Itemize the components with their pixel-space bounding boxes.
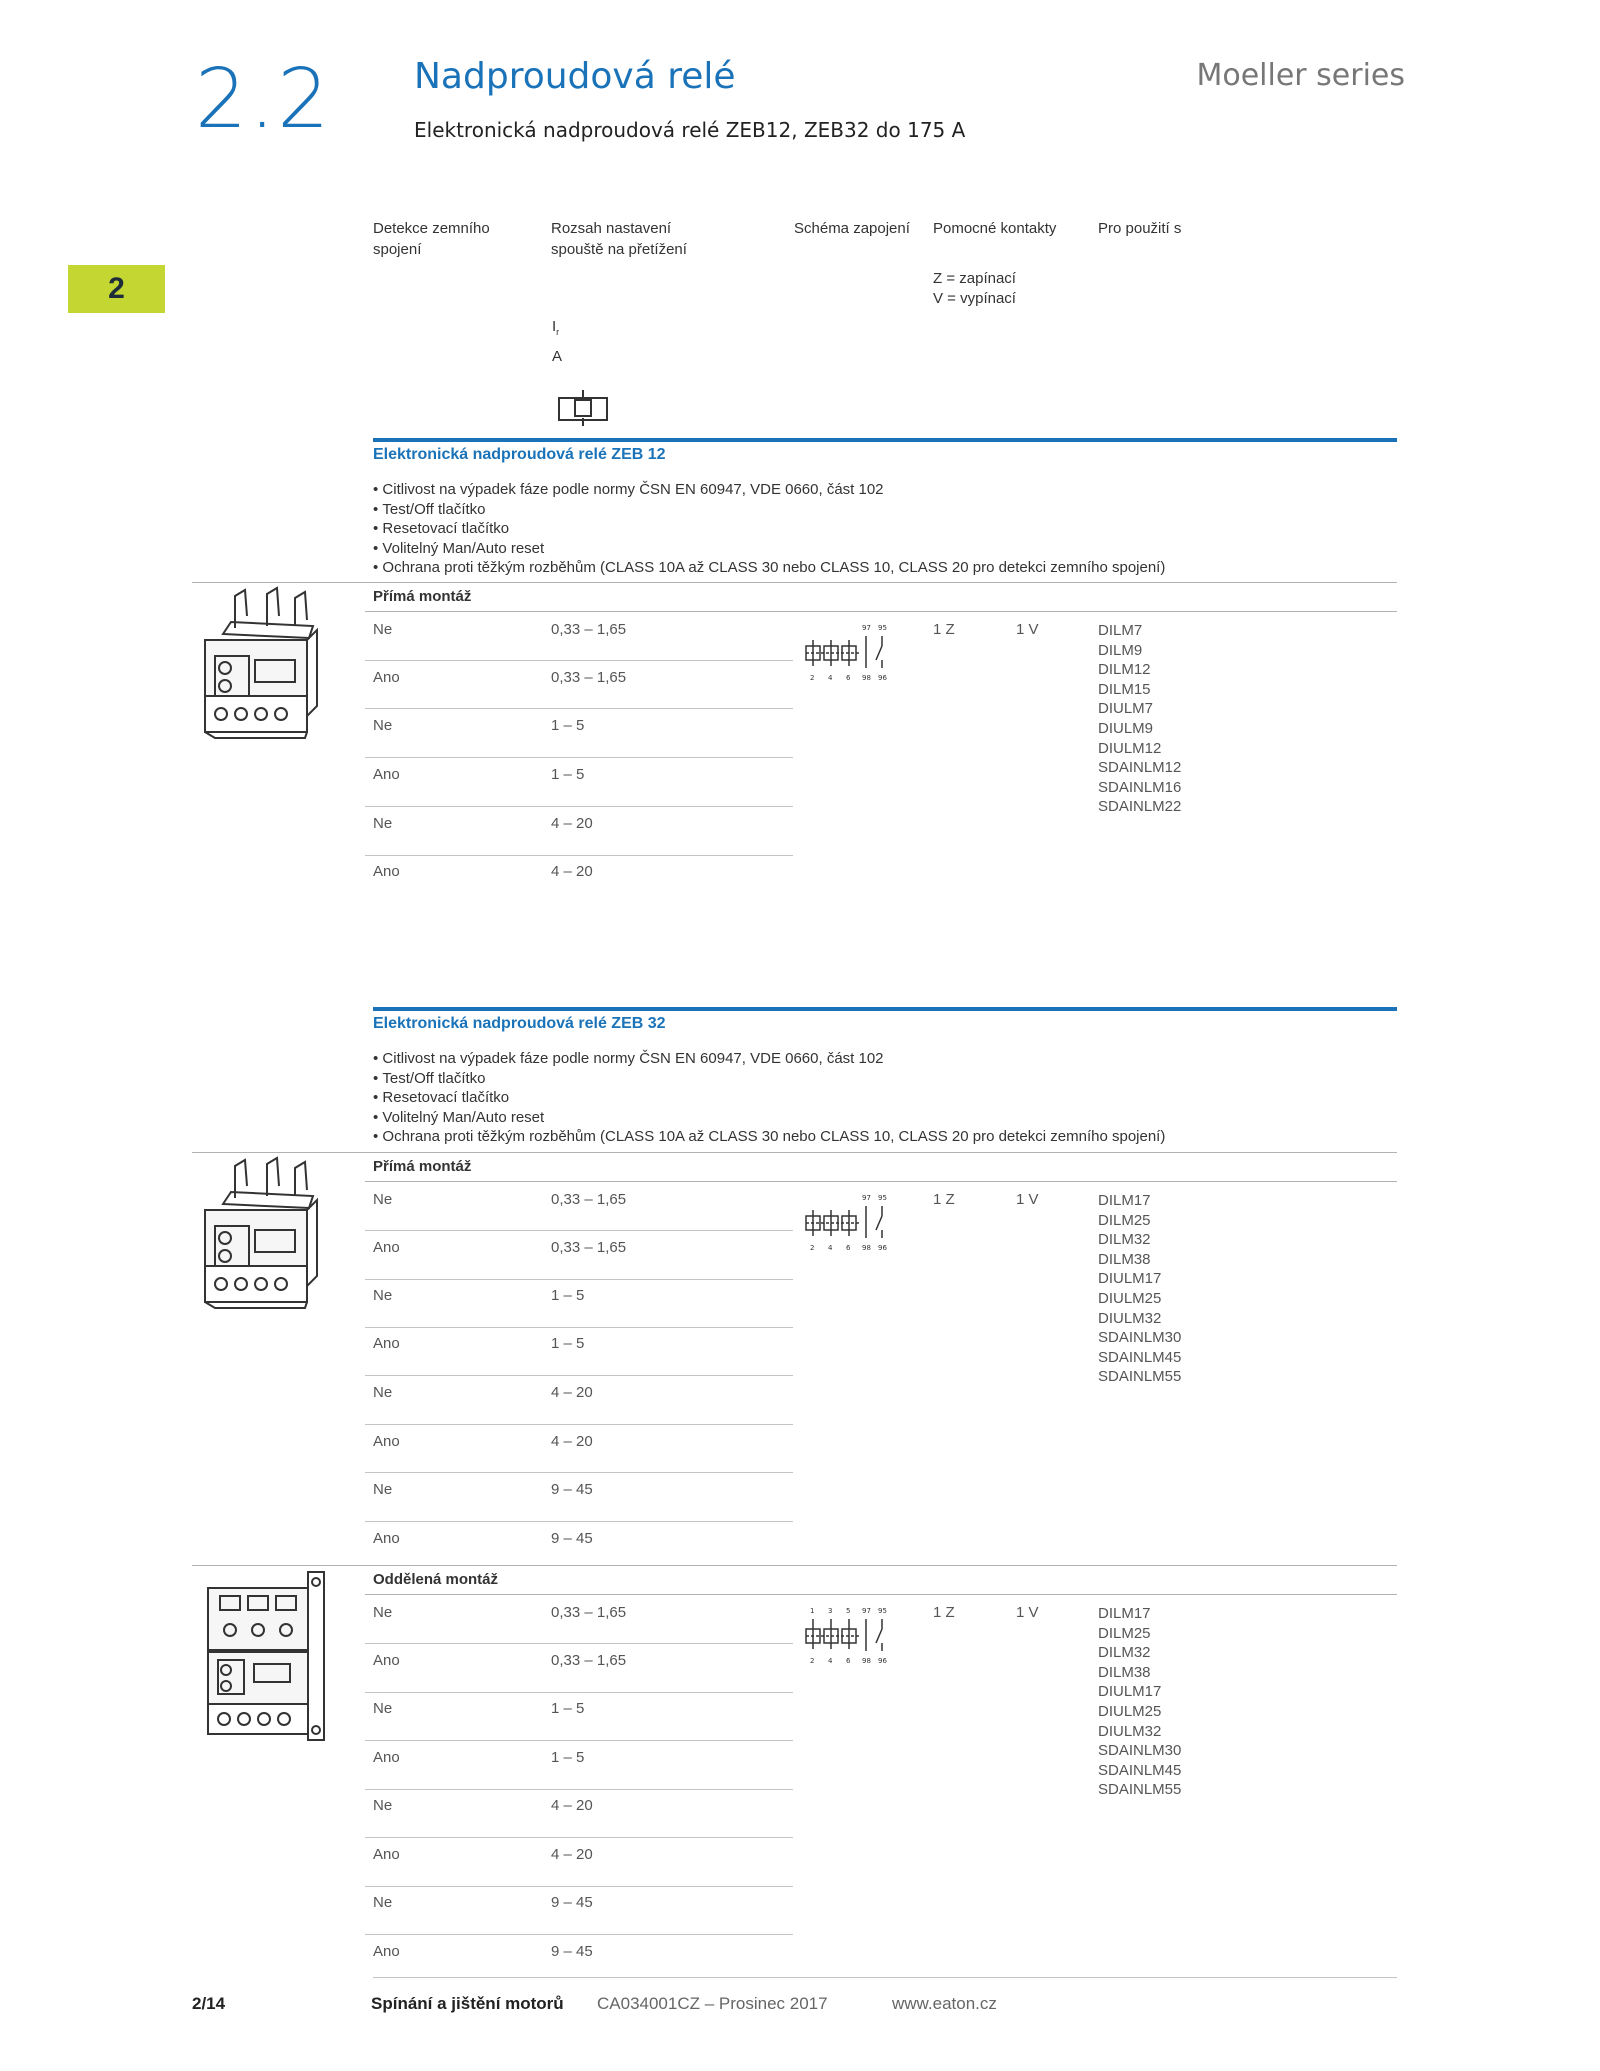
range-cell: 1 – 5 — [551, 717, 585, 734]
terminal-label: 96 — [878, 674, 887, 682]
current-symbol: $I_r$ — [552, 318, 560, 337]
terminal-label: 95 — [878, 1194, 887, 1202]
terminal-label: 96 — [878, 1244, 887, 1252]
earth-fault-cell: Ano — [373, 1239, 400, 1256]
feature-item: • Test/Off tlačítko — [373, 1069, 1165, 1089]
contactor-item: DILM7 — [1098, 622, 1143, 639]
row-separator — [365, 1521, 793, 1522]
wiring-schematic-separate — [804, 1605, 894, 1669]
range-cell: 1 – 5 — [551, 766, 585, 783]
earth-fault-cell: Ano — [373, 1335, 400, 1352]
range-cell: 1 – 5 — [551, 1749, 585, 1766]
feature-item: • Resetovací tlačítko — [373, 1088, 1165, 1108]
earth-fault-cell: Ano — [373, 1652, 400, 1669]
row-separator — [365, 708, 793, 709]
col-header-aux-contacts: Pomocné kontakty — [933, 220, 1057, 237]
footer-rule — [373, 1977, 1397, 1978]
row-separator — [365, 1230, 793, 1231]
col-header-earth-fault: Detekce zemního spojení — [373, 220, 490, 258]
use-with-list — [1098, 1191, 1181, 1387]
earth-fault-cell: Ano — [373, 1846, 400, 1863]
contactor-item: SDAINLM16 — [1098, 778, 1182, 796]
earth-fault-cell: Ne — [373, 621, 393, 638]
feature-item: • Resetovací tlačítko — [373, 519, 1165, 539]
earth-fault-cell: Ne — [373, 815, 393, 832]
contactor-item: SDAINLM22 — [1098, 798, 1182, 816]
contactor-item: DILM38 — [1098, 1250, 1151, 1268]
series-label: Moeller series — [1196, 58, 1405, 93]
subheader-rule — [365, 1594, 1397, 1595]
row-separator — [365, 1934, 793, 1935]
row-separator — [365, 1424, 793, 1425]
aux-contact-no: 1 Z — [933, 1604, 955, 1621]
row-separator — [365, 757, 793, 758]
row-separator — [365, 1886, 793, 1887]
feature-item: • Volitelný Man/Auto reset — [373, 1108, 1165, 1128]
relay-separate-mount-image — [198, 1568, 330, 1744]
terminal-label: 97 — [862, 624, 871, 632]
terminal-label: 95 — [878, 1607, 887, 1615]
contactor-item: DIULM25 — [1098, 1702, 1162, 1720]
range-cell: 0,33 – 1,65 — [551, 621, 627, 638]
contactor-item: DILM15 — [1098, 680, 1151, 698]
range-cell: 0,33 – 1,65 — [551, 1604, 627, 1621]
earth-fault-cell: Ano — [373, 669, 400, 686]
aux-legend-v: V = vypínací — [933, 290, 1016, 307]
range-cell: 9 – 45 — [551, 1894, 593, 1911]
mount-title: Přímá montáž — [373, 588, 472, 605]
contactor-item: SDAINLM45 — [1098, 1761, 1182, 1779]
row-separator — [365, 1472, 793, 1473]
earth-fault-cell: Ano — [373, 1749, 400, 1766]
contactor-item: DIULM9 — [1098, 719, 1154, 737]
contactor-item: DIULM32 — [1098, 1722, 1162, 1740]
contactor-item: SDAINLM55 — [1098, 1781, 1182, 1799]
earth-fault-cell: Ano — [373, 1530, 400, 1547]
section-rule — [373, 1007, 1397, 1011]
feature-item: • Ochrana proti těžkým rozběhům (CLASS 10A až CLASS 30 nebo CLASS 10, CLASS 20 pro detekci zemního spojení) — [373, 1127, 1165, 1147]
earth-fault-cell: Ne — [373, 1287, 393, 1304]
terminal-label: 2 — [810, 1244, 815, 1252]
mount-title: Oddělená montáž — [373, 1571, 499, 1588]
section-number: 2.2 — [195, 52, 332, 147]
aux-contact-nc: 1 V — [1016, 1191, 1039, 1208]
aux-contact-nc: 1 V — [1016, 1604, 1039, 1621]
aux-contact-no: 1 Z — [933, 1191, 955, 1208]
earth-fault-cell: Ano — [373, 1433, 400, 1450]
wiring-schematic-zeb32 — [804, 1192, 894, 1256]
contactor-item: DILM38 — [1098, 1663, 1151, 1681]
row-separator — [365, 1327, 793, 1328]
col-header-schematic: Schéma zapojení — [794, 220, 910, 237]
feature-item: • Test/Off tlačítko — [373, 500, 1165, 520]
section-rule — [373, 438, 1397, 442]
contactor-item: DILM17 — [1098, 1605, 1151, 1622]
earth-fault-cell: Ne — [373, 1604, 393, 1621]
use-with-list — [1098, 1604, 1181, 1800]
earth-fault-cell: Ne — [373, 717, 393, 734]
group-divider — [192, 1152, 1397, 1153]
range-cell: 1 – 5 — [551, 1700, 585, 1717]
range-cell: 4 – 20 — [551, 863, 593, 880]
relay-zeb32-image — [195, 1156, 325, 1314]
current-unit: A — [552, 348, 563, 365]
terminal-label: 98 — [862, 1244, 871, 1252]
contactor-item: DILM32 — [1098, 1644, 1151, 1662]
group-divider — [192, 1565, 1397, 1566]
range-cell: 9 – 45 — [551, 1481, 593, 1498]
terminal-label: 98 — [862, 1657, 871, 1665]
terminal-label: 6 — [846, 1244, 851, 1252]
use-with-list — [1098, 621, 1181, 817]
aux-contact-no: 1 Z — [933, 621, 955, 638]
feature-item: • Citlivost na výpadek fáze podle normy ČSN EN 60947, VDE 0660, část 102 — [373, 480, 1165, 500]
section-title-zeb12: Elektronická nadproudová relé ZEB 12 — [373, 446, 666, 463]
relay-zeb12-image — [195, 586, 325, 744]
range-cell: 4 – 20 — [551, 815, 593, 832]
range-cell: 9 – 45 — [551, 1530, 593, 1547]
range-cell: 1 – 5 — [551, 1287, 585, 1304]
contactor-item: DIULM7 — [1098, 700, 1154, 718]
contactor-item: SDAINLM12 — [1098, 759, 1182, 777]
wiring-schematic-zeb12 — [804, 622, 894, 686]
row-separator — [365, 1789, 793, 1790]
contactor-item: SDAINLM30 — [1098, 1742, 1182, 1760]
terminal-label: 2 — [810, 1657, 815, 1665]
range-cell: 4 – 20 — [551, 1797, 593, 1814]
section-title-zeb32: Elektronická nadproudová relé ZEB 32 — [373, 1015, 666, 1032]
footer-doc-title: Spínání a jištění motorů — [371, 1994, 564, 2013]
mount-title: Přímá montáž — [373, 1158, 472, 1175]
earth-fault-cell: Ne — [373, 1481, 393, 1498]
feature-list-zeb12 — [373, 480, 1165, 578]
feature-item: • Citlivost na výpadek fáze podle normy ČSN EN 60947, VDE 0660, část 102 — [373, 1049, 1165, 1069]
thermal-trip-symbol-icon — [555, 388, 611, 428]
contactor-item: DILM25 — [1098, 1624, 1151, 1642]
earth-fault-cell: Ne — [373, 1191, 393, 1208]
row-separator — [365, 660, 793, 661]
aux-contact-nc: 1 V — [1016, 621, 1039, 638]
terminal-label: 2 — [810, 674, 815, 682]
contactor-item: SDAINLM45 — [1098, 1348, 1182, 1366]
range-cell: 9 – 45 — [551, 1943, 593, 1960]
terminal-label: 98 — [862, 674, 871, 682]
subheader-rule — [365, 611, 1397, 612]
contactor-item: DIULM17 — [1098, 1683, 1162, 1701]
range-cell: 4 – 20 — [551, 1433, 593, 1450]
footer-doc-code: CA034001CZ – Prosinec 2017 — [597, 1994, 828, 2013]
feature-list-zeb32 — [373, 1049, 1165, 1147]
contactor-item: DILM32 — [1098, 1231, 1151, 1249]
range-cell: 0,33 – 1,65 — [551, 1191, 627, 1208]
contactor-item: DILM25 — [1098, 1211, 1151, 1229]
earth-fault-cell: Ne — [373, 1894, 393, 1911]
terminal-label: 6 — [846, 1657, 851, 1665]
range-cell: 1 – 5 — [551, 1335, 585, 1352]
feature-item: • Ochrana proti těžkým rozběhům (CLASS 10A až CLASS 30 nebo CLASS 10, CLASS 20 pro detekci zemního spojení) — [373, 558, 1165, 578]
contactor-item: DIULM32 — [1098, 1309, 1162, 1327]
range-cell: 4 – 20 — [551, 1384, 593, 1401]
contactor-item: SDAINLM55 — [1098, 1368, 1182, 1386]
range-cell: 0,33 – 1,65 — [551, 669, 627, 686]
terminal-label: 1 — [810, 1607, 815, 1615]
contactor-item: DILM17 — [1098, 1192, 1151, 1209]
contactor-item: DIULM25 — [1098, 1289, 1162, 1307]
row-separator — [365, 1837, 793, 1838]
subheader-rule — [365, 1181, 1397, 1182]
row-separator — [365, 1643, 793, 1644]
earth-fault-cell: Ano — [373, 1943, 400, 1960]
row-separator — [365, 806, 793, 807]
contactor-item: SDAINLM30 — [1098, 1329, 1182, 1347]
terminal-label: 4 — [828, 1657, 833, 1665]
row-separator — [365, 1279, 793, 1280]
range-cell: 0,33 – 1,65 — [551, 1652, 627, 1669]
row-separator — [365, 1375, 793, 1376]
page-subtitle: Elektronická nadproudová relé ZEB12, ZEB32 do 175 A — [414, 118, 966, 142]
terminal-label: 95 — [878, 624, 887, 632]
page-title: Nadproudová relé — [414, 56, 736, 97]
row-separator — [365, 1692, 793, 1693]
terminal-label: 97 — [862, 1194, 871, 1202]
terminal-label: 6 — [846, 674, 851, 682]
earth-fault-cell: Ano — [373, 766, 400, 783]
chapter-tab[interactable]: 2 — [68, 265, 165, 313]
range-cell: 4 – 20 — [551, 1846, 593, 1863]
earth-fault-cell: Ne — [373, 1700, 393, 1717]
footer-website-link[interactable]: www.eaton.cz — [892, 1994, 997, 2013]
terminal-label: 96 — [878, 1657, 887, 1665]
earth-fault-cell: Ne — [373, 1384, 393, 1401]
terminal-label: 4 — [828, 1244, 833, 1252]
col-header-use-with: Pro použití s — [1098, 220, 1182, 237]
page-number: 2/14 — [192, 1994, 226, 2013]
contactor-item: DIULM17 — [1098, 1270, 1162, 1288]
terminal-label: 97 — [862, 1607, 871, 1615]
feature-item: • Volitelný Man/Auto reset — [373, 539, 1165, 559]
row-separator — [365, 855, 793, 856]
contactor-item: DILM12 — [1098, 661, 1151, 679]
col-header-setting-range: Rozsah nastavení spouště na přetížení — [551, 220, 687, 258]
contactor-item: DIULM12 — [1098, 739, 1162, 757]
group-divider — [192, 582, 1397, 583]
earth-fault-cell: Ne — [373, 1797, 393, 1814]
range-cell: 0,33 – 1,65 — [551, 1239, 627, 1256]
contactor-item: DILM9 — [1098, 641, 1143, 659]
earth-fault-cell: Ano — [373, 863, 400, 880]
row-separator — [365, 1740, 793, 1741]
terminal-label: 5 — [846, 1607, 851, 1615]
terminal-label: 3 — [828, 1607, 833, 1615]
terminal-label: 4 — [828, 674, 833, 682]
aux-legend-z: Z = zapínací — [933, 270, 1016, 287]
